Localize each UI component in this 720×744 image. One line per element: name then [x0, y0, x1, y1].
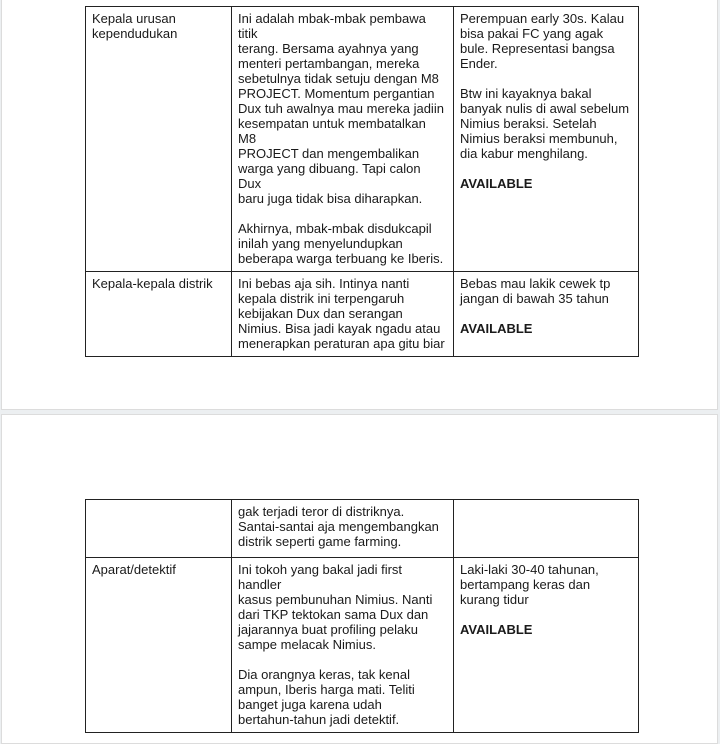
- description-text: Ini tokoh yang bakal jadi first handler kasus pembunuhan Nimius. Nanti dari TKP tektokan sama Dux dan jajarannya buat profiling pelaku sampe melacak Nimius.: [238, 562, 433, 652]
- role-cell[interactable]: [86, 500, 232, 558]
- role-text: Kepala urusan kependudukan: [92, 11, 178, 41]
- description-text: Akhirnya, mbak-mbak disdukcapil inilah yang menyelundupkan beberapa warga terbuang ke Iberis.: [238, 221, 444, 266]
- notes-cell[interactable]: [454, 7, 639, 272]
- description-text: gak terjadi teror di distriknya. Santai-santai aja mengembangkan distrik seperti game farming.: [238, 504, 439, 549]
- notes-cell[interactable]: [454, 558, 639, 733]
- table-row: [86, 272, 639, 357]
- table-row: [86, 7, 639, 272]
- description-cell[interactable]: [232, 7, 454, 272]
- role-cell[interactable]: [86, 558, 232, 733]
- table-row: [86, 558, 639, 733]
- description-text: Dia orangnya keras, tak kenal ampun, Iberis harga mati. Teliti banget juga karena udah bertahun-tahun jadi detektif.: [238, 667, 415, 727]
- document-page-2: [1, 414, 718, 744]
- role-text: Kepala-kepala distrik: [92, 276, 213, 291]
- role-cell[interactable]: [86, 7, 232, 272]
- status-label: AVAILABLE: [460, 622, 533, 637]
- table-row: [86, 500, 639, 558]
- status-label: AVAILABLE: [460, 321, 533, 336]
- notes-cell[interactable]: [454, 272, 639, 357]
- notes-text: Perempuan early 30s. Kalau bisa pakai FC yang agak bule. Representasi bangsa Ender.: [460, 11, 625, 71]
- description-cell[interactable]: [232, 272, 454, 357]
- role-text: Aparat/detektif: [92, 562, 176, 577]
- description-cell[interactable]: [232, 500, 454, 558]
- description-cell[interactable]: [232, 558, 454, 733]
- character-table: [85, 6, 639, 357]
- description-text: Ini bebas aja sih. Intinya nanti kepala distrik ini terpengaruh kebijakan Dux dan serangan Nimius. Bisa jadi kayak ngadu atau menerapkan peraturan apa gitu biar: [238, 276, 445, 351]
- role-cell[interactable]: [86, 272, 232, 357]
- notes-text: Bebas mau lakik cewek tp jangan di bawah 35 tahun: [460, 276, 611, 306]
- character-table: [85, 499, 639, 733]
- description-text: Ini adalah mbak-mbak pembawa titik terang. Bersama ayahnya yang menteri pertambangan, mereka sebetulnya tidak setuju dengan M8 PROJECT. Momentum pergantian Dux tuh awalnya mau mereka jadiin kesempatan untuk membatalkan M8 PROJECT dan mengembalikan warga yang dibuang. Tapi calon Dux baru juga tidak bisa diharapkan.: [238, 11, 444, 206]
- notes-cell[interactable]: [454, 500, 639, 558]
- document-page-1: [1, 0, 718, 410]
- notes-text: Laki-laki 30-40 tahunan, bertampang keras dan kurang tidur: [460, 562, 599, 607]
- notes-text: Btw ini kayaknya bakal banyak nulis di awal sebelum Nimius beraksi. Setelah Nimius beraksi membunuh, dia kabur menghilang.: [460, 86, 630, 161]
- status-label: AVAILABLE: [460, 176, 533, 191]
